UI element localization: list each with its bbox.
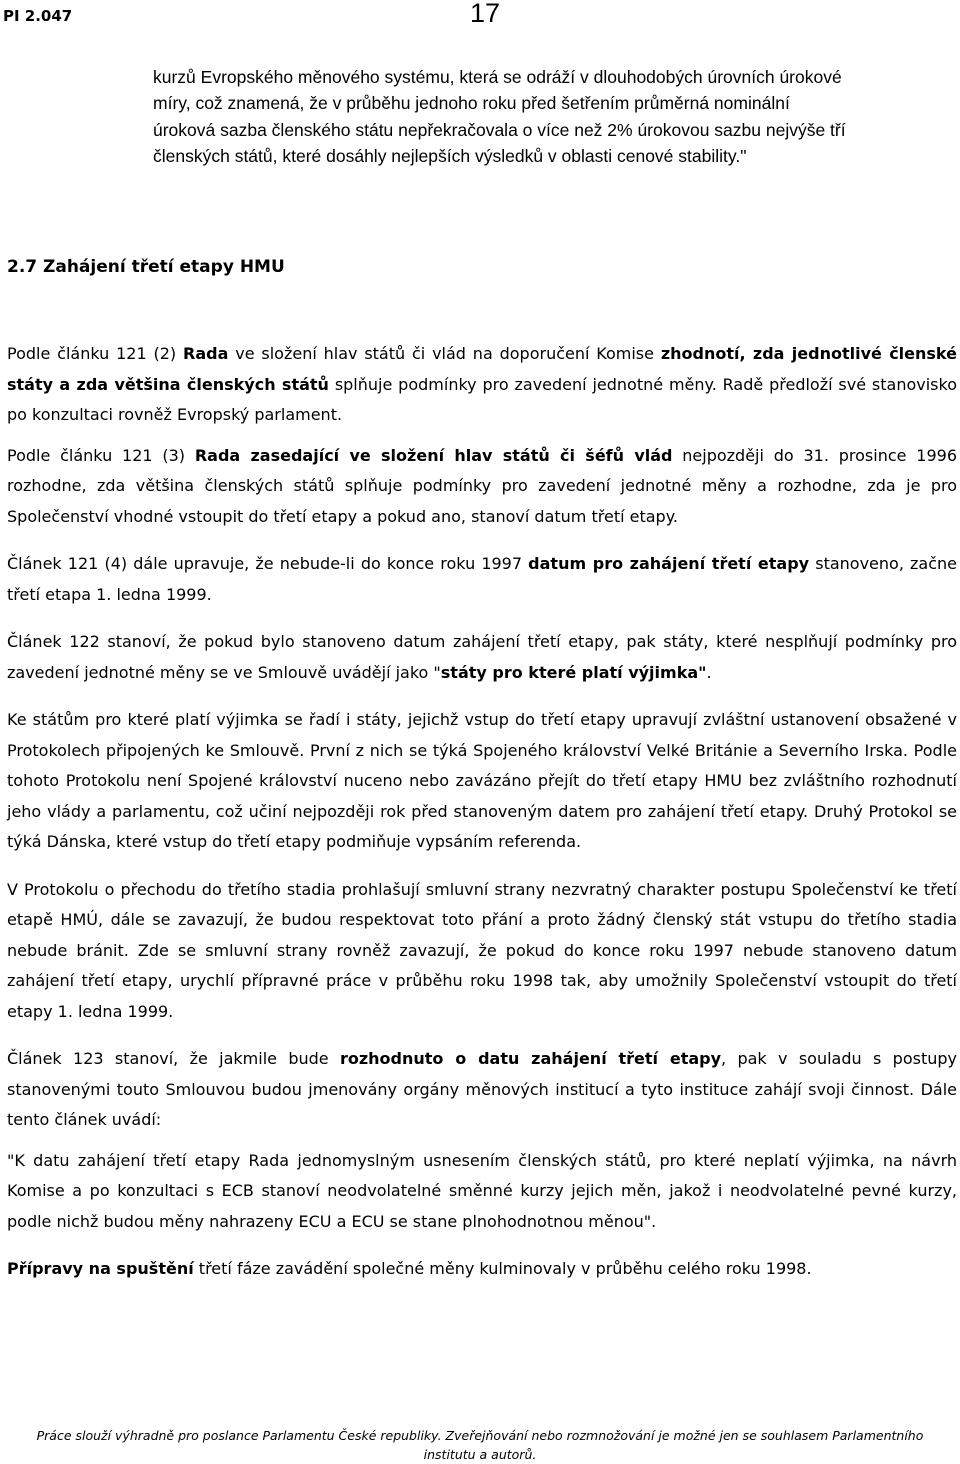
quote-line: míry, což znamená, že v průběhu jednoho roku před šetřením průměrná nominální (153, 93, 790, 114)
text-run: Článek 123 stanoví, že jakmile bude (7, 1049, 340, 1068)
paragraph-exemption-states: Ke státům pro které platí výjimka se řadí i státy, jejichž vstup do třetí etapy upravují zvláštní ustanovení obsažené v Protokolech připojených ke Smlouvě. První z nich se týká Spojeného království Velké Británie a Severního Irska. Podle tohoto Protokolu není Spojené království nuceno nebo zavázáno přejít do třetí etapy HMU bez zvláštního rozhodnutí jeho vlády a parlamentu, což učiní nejpozději rok před stanoveným datem pro zahájení třetí etapy. Druhý Protokol se týká Dánska, které vstup do třetí etapy podmiňuje vypsáním referenda. (7, 710, 957, 851)
paragraph-article-123 (7, 1044, 957, 1136)
body-text (7, 339, 957, 1302)
bold-run: Rada zasedající ve složení hlav států či šéfů vlád (194, 445, 673, 465)
text-run: Článek 122 stanoví, že pokud bylo stanoveno datum zahájení třetí etapy, pak státy, které nesplňují podmínky pro zavedení jednotné měny se ve Smlouvě uvádějí jako " (7, 632, 957, 682)
page-number: 17 (470, 0, 501, 28)
bold-run: Přípravy na spuštění (7, 1259, 194, 1278)
text-run: stanoveno, začne třetí etapa 1. ledna 1999. (7, 554, 958, 604)
text-run: Článek 121 (4) dále upravuje, že nebude-li do konce roku 1997 (7, 554, 529, 573)
text-run: třetí fáze zavádění společné měny kulminovaly v průběhu celého roku 1998. (193, 1259, 812, 1278)
footer-line: Práce slouží výhradně pro poslance Parlamentu České republiky. Zveřejňování nebo rozmnožování je možné jen se souhlasem Parlamentního (36, 1428, 924, 1443)
text-run: splňuje podmínky pro zavedení jednotné měny. Radě předloží své stanovisko po konzultaci rovněž Evropský parlament. (7, 374, 958, 424)
paragraph-article-121-4 (7, 549, 957, 610)
text-run: ve složení hlav států či vlád na doporučení Komise (228, 344, 661, 363)
document-code: PI 2.047 (3, 7, 73, 25)
paragraph-article-121-3 (7, 441, 957, 533)
section-heading: 2.7 Zahájení třetí etapy HMU (7, 257, 285, 277)
paragraph-article-121-2 (7, 339, 957, 431)
quote-line: kurzů Evropského měnového systému, která se odráží v dlouhodobých úrovních úrokové (153, 67, 842, 87)
bold-run: státy pro které platí výjimka" (440, 662, 707, 682)
quote-line: členských států, které dosáhly nejlepších výsledků v oblasti cenové stability." (153, 145, 747, 166)
paragraph-article-122 (7, 627, 957, 688)
bold-run: rozhodnuto o datu zahájení třetí etapy (339, 1049, 722, 1068)
text-run: Podle článku 121 (2) (7, 344, 183, 363)
footer-line: institutu a autorů. (423, 1447, 537, 1462)
bold-run: zhodnotí, zda jednotlivé členské státy a zda většina členských států (7, 344, 957, 394)
bold-run: datum pro zahájení třetí etapy (528, 554, 810, 573)
page-footer (0, 1426, 960, 1464)
text-run: Podle článku 121 (3) (7, 445, 195, 465)
paragraph-quote-exchange-rates: "K datu zahájení třetí etapy Rada jednomyslným usnesením členských států, pro které neplatí výjimka, na návrh Komise a po konzultaci s ECB stanoví neodvolatelné směnné kurzy jejich měn, jakož i neodvolatelné pevné kurzy, podle nichž budou měny nahrazeny ECU a ECU se stane plnohodnotnou měnou". (7, 1150, 957, 1231)
paragraph-preparations (7, 1254, 957, 1285)
quote-line: úroková sazba členského státu nepřekračovala o více než 2% úrokovou sazbu nejvýše tří (153, 119, 846, 140)
text-run: nejpozději do 31. prosince 1996 rozhodne, zda většina členských států splňuje podmínky pro zavedení jednotné měny a rozhodne, zda je pro Společenství vhodné vstoupit do třetí etapy a pokud ano, stanoví datum třetí etapy. (7, 445, 958, 526)
quoted-text-block (153, 64, 953, 169)
text-run: . (706, 662, 712, 682)
paragraph-transition-protocol: V Protokolu o přechodu do třetího stadia prohlašují smluvní strany nezvratný charakter postupu Společenství ke třetí etapě HMÚ, dále se zavazují, že budou respektovat toto přání a proto žádný členský stát vstupu do třetího stadia nebude bránit. Zde se smluvní strany rovněž zavazují, že pokud do konce roku 1997 nebude stanoveno datum zahájení třetí etapy, urychlí přípravné práce v průběhu roku 1998 tak, aby umožnily Společenství vstoupit do třetí etapy 1. ledna 1999. (7, 879, 957, 1021)
bold-run: Rada (183, 344, 229, 363)
text-run: , pak v souladu s postupy stanovenými touto Smlouvou budou jmenovány orgány měnových institucí a tyto instituce zahájí svoji činnost. Dále tento článek uvádí: (7, 1049, 957, 1129)
